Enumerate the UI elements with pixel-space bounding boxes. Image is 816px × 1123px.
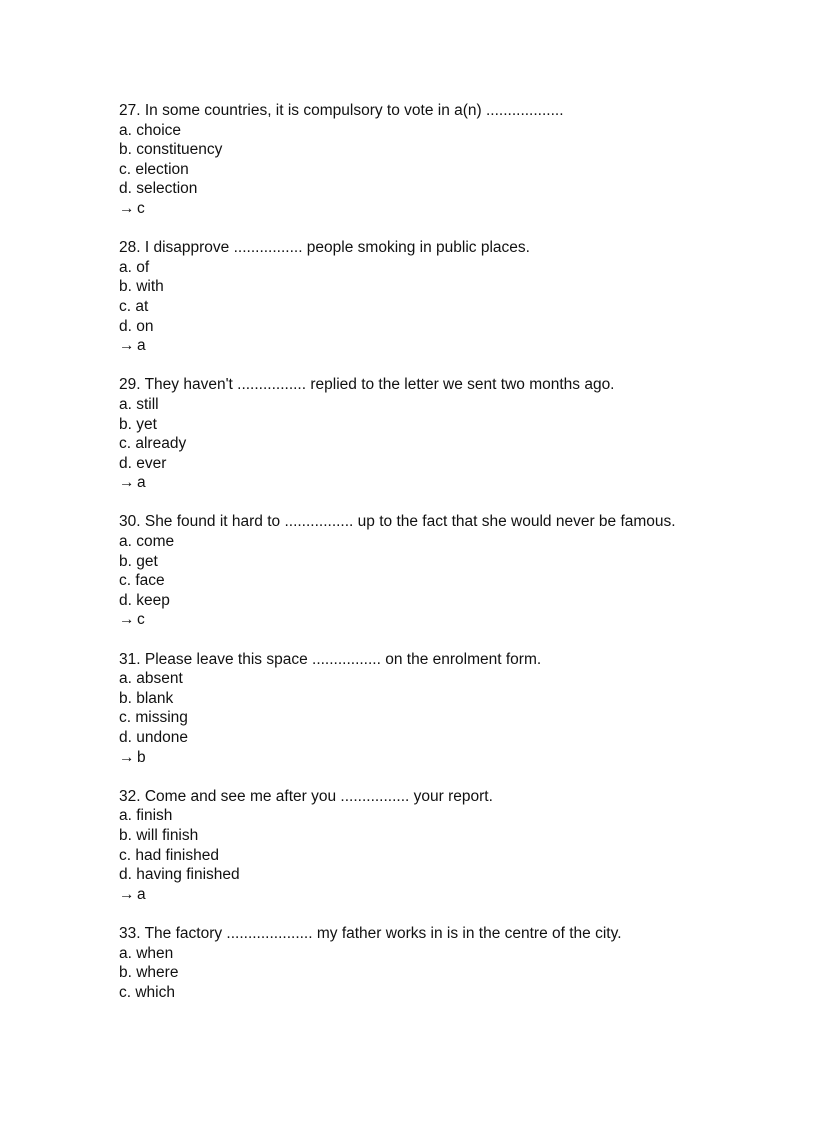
option-c: c. at [119, 297, 149, 315]
answer-value: a [137, 885, 146, 903]
answer-value: c [137, 611, 145, 629]
option-d: d. keep [119, 591, 170, 609]
option-a: a. when [119, 944, 174, 962]
arrow-right-icon: → [119, 611, 135, 629]
option-c: c. which [119, 983, 175, 1001]
option-c: c. missing [119, 709, 188, 727]
option-b: b. where [119, 964, 179, 982]
option-b: b. constituency [119, 141, 223, 159]
question-stem: 28. I disapprove ................ people smoking in public places. [119, 239, 530, 257]
answer-value: a [137, 337, 146, 355]
question-27 [119, 101, 759, 219]
answer-line [119, 610, 759, 630]
question-33 [119, 924, 759, 1002]
option-d: d. having finished [119, 866, 240, 884]
option-b: b. blank [119, 689, 174, 707]
arrow-right-icon: → [119, 748, 135, 766]
option-b: b. yet [119, 415, 157, 433]
question-stem: 29. They haven't ................ replied to the letter we sent two months ago. [119, 376, 615, 394]
option-b: b. get [119, 552, 158, 570]
option-a: a. still [119, 395, 159, 413]
option-c: c. had finished [119, 846, 219, 864]
answer-value: b [137, 748, 146, 766]
question-stem: 33. The factory .................... my father works in is in the centre of the city. [119, 924, 622, 942]
arrow-right-icon: → [119, 337, 135, 355]
option-c: c. already [119, 435, 187, 453]
option-b: b. will finish [119, 826, 199, 844]
answer-line [119, 336, 759, 356]
option-a: a. of [119, 258, 150, 276]
question-28 [119, 238, 759, 356]
answer-line [119, 748, 759, 768]
option-d: d. ever [119, 454, 167, 472]
answer-line [119, 473, 759, 493]
arrow-right-icon: → [119, 199, 135, 217]
question-stem: 27. In some countries, it is compulsory to vote in a(n) .................. [119, 102, 564, 119]
option-a: a. finish [119, 807, 173, 825]
question-32 [119, 787, 759, 905]
question-stem: 30. She found it hard to ................ up to the fact that she would never be famous. [119, 513, 676, 531]
answer-value: a [137, 474, 146, 492]
option-a: a. absent [119, 670, 183, 688]
question-31 [119, 650, 759, 768]
option-b: b. with [119, 278, 164, 296]
option-c: c. face [119, 572, 165, 590]
question-29 [119, 375, 759, 493]
option-a: a. choice [119, 121, 182, 139]
arrow-right-icon: → [119, 474, 135, 492]
question-stem: 32. Come and see me after you ................ your report. [119, 787, 493, 805]
option-a: a. come [119, 533, 175, 551]
option-d: d. selection [119, 180, 198, 198]
question-30 [119, 512, 759, 630]
question-stem: 31. Please leave this space ................ on the enrolment form. [119, 650, 542, 668]
answer-line [119, 885, 759, 905]
option-d: d. on [119, 317, 154, 335]
option-c: c. election [119, 160, 189, 178]
answer-line [119, 199, 759, 219]
arrow-right-icon: → [119, 885, 135, 903]
option-d: d. undone [119, 729, 188, 746]
answer-value: c [137, 199, 145, 217]
question-list [119, 101, 759, 1022]
